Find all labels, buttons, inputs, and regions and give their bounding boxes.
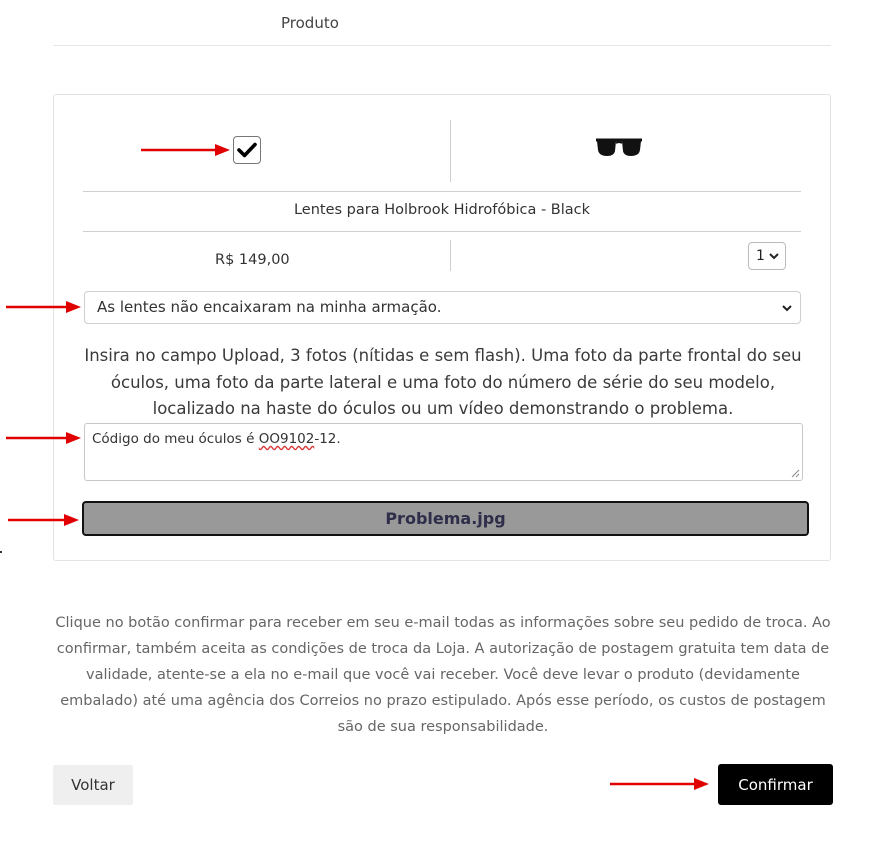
reason-select[interactable] [84,291,801,324]
arrow-right-icon [8,513,80,527]
sunglasses-icon [595,136,643,160]
product-price: R$ 149,00 [215,252,290,268]
product-name: Lentes para Holbrook Hidrofóbica - Black [293,202,591,218]
comment-text-suffix: -12. [314,431,341,447]
chevron-down-icon [781,302,793,314]
comment-text-prefix: Código do meu óculos é [92,431,259,447]
stray-mark [0,551,2,553]
comment-textarea[interactable] [84,423,803,481]
product-card [53,94,831,561]
upload-button[interactable]: Problema.jpg [82,501,809,536]
arrow-right-icon [141,143,231,157]
chevron-down-icon [768,250,780,262]
quantity-select[interactable] [748,242,786,270]
product-select-checkbox[interactable] [233,136,261,164]
column-divider-top [450,120,451,182]
back-button[interactable]: Voltar [53,765,133,805]
header-divider [53,45,831,46]
arrow-right-icon [6,300,82,314]
upload-instructions: Insira no campo Upload, 3 fotos (nítidas e sem flash). Uma foto da parte frontal do seu óculos, uma foto da parte lateral e uma foto do número de série do seu modelo, localizado na haste do óculos ou um vídeo demonstrando o problema. [84,346,802,418]
arrow-right-icon [610,777,710,791]
row-divider-1 [83,191,801,192]
page-header-title: Produto [281,14,339,32]
comment-text-code: OO9102 [258,431,315,447]
confirm-button[interactable]: Confirmar [718,764,833,805]
quantity-value: 1 [756,248,765,264]
checkmark-icon [237,142,257,158]
row-divider-2 [83,231,801,232]
exchange-disclaimer: Clique no botão confirmar para receber em seu e-mail todas as informações sobre seu pedido de troca. Ao confirmar, também aceita as condições de troca da Loja. A autorização de postagem gratuita tem data de validade, atente-se a ela no e-mail que você vai receber. Você deve levar o produto (devidamente embalado) até uma agência dos Correios no prazo estipulado. Após esse período, os custos de postagem são de sua responsabilidade. [55,615,831,735]
product-image [595,136,643,164]
reason-selected-value: As lentes não encaixaram na minha armação. [97,298,442,316]
resize-handle-icon[interactable] [791,469,800,478]
arrow-right-icon [6,431,82,445]
column-divider-bottom [450,240,451,271]
